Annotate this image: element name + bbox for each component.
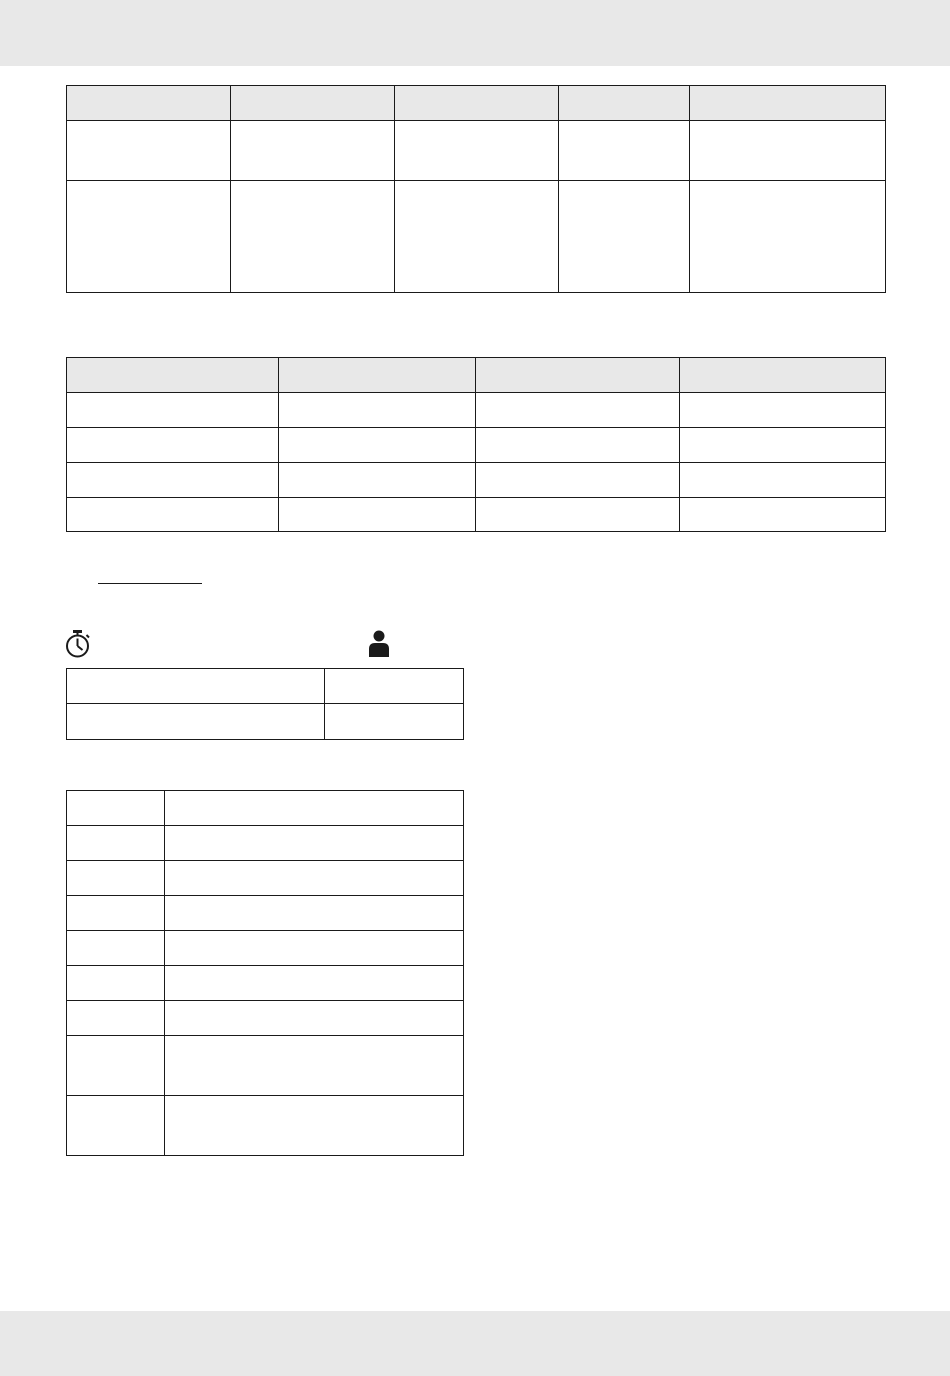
table-cell <box>559 121 690 181</box>
table-cell <box>165 966 464 1001</box>
table-cell <box>67 1096 165 1156</box>
table-row <box>67 931 464 966</box>
table-cell <box>395 121 559 181</box>
table-1-header-cell <box>67 86 231 121</box>
table-cell <box>165 826 464 861</box>
table-cell <box>325 704 464 740</box>
table-cell <box>680 463 886 498</box>
table-1-header-cell <box>690 86 886 121</box>
table-cell <box>165 861 464 896</box>
table-4 <box>66 790 464 1156</box>
table-cell <box>67 1001 165 1036</box>
table-row <box>67 896 464 931</box>
table-cell <box>165 791 464 826</box>
table-row <box>67 1001 464 1036</box>
table-cell <box>67 1036 165 1096</box>
table-row <box>67 669 464 704</box>
table-cell <box>165 1036 464 1096</box>
table-cell <box>165 896 464 931</box>
table-row <box>67 966 464 1001</box>
table-2-header-cell <box>279 358 476 393</box>
table-row <box>67 463 886 498</box>
table-row <box>67 121 886 181</box>
table-cell <box>67 966 165 1001</box>
table-row <box>67 826 464 861</box>
table-cell <box>476 428 680 463</box>
table-2-header-cell <box>476 358 680 393</box>
person-icon <box>366 630 392 658</box>
table-row <box>67 1036 464 1096</box>
table-row <box>67 861 464 896</box>
table-cell <box>67 669 325 704</box>
table-cell <box>231 181 395 293</box>
section-heading-underline <box>98 583 202 584</box>
table-1-header-cell <box>559 86 690 121</box>
table-cell <box>165 931 464 966</box>
table-cell <box>680 498 886 532</box>
table-cell <box>680 393 886 428</box>
table-cell <box>279 463 476 498</box>
table-1-header-cell <box>395 86 559 121</box>
table-cell <box>325 669 464 704</box>
table-cell <box>67 121 231 181</box>
table-cell <box>67 181 231 293</box>
table-cell <box>476 498 680 532</box>
table-cell <box>67 428 279 463</box>
table-1-header-cell <box>231 86 395 121</box>
table-cell <box>279 393 476 428</box>
header-band <box>0 0 950 66</box>
stopwatch-icon <box>64 629 92 659</box>
table-1 <box>66 85 886 293</box>
table-cell <box>690 121 886 181</box>
table-cell <box>680 428 886 463</box>
table-row <box>67 791 464 826</box>
table-row <box>67 1096 464 1156</box>
table-2-header-row <box>67 358 886 393</box>
table-cell <box>67 931 165 966</box>
table-cell <box>67 393 279 428</box>
table-cell <box>67 463 279 498</box>
footer-band <box>0 1311 950 1376</box>
table-row <box>67 393 886 428</box>
table-row <box>67 704 464 740</box>
table-3 <box>66 668 464 740</box>
table-cell <box>165 1001 464 1036</box>
table-row <box>67 498 886 532</box>
table-cell <box>395 181 559 293</box>
table-cell <box>67 826 165 861</box>
table-cell <box>279 428 476 463</box>
table-cell <box>476 393 680 428</box>
table-cell <box>279 498 476 532</box>
table-cell <box>476 463 680 498</box>
table-cell <box>67 498 279 532</box>
table-cell <box>559 181 690 293</box>
table-cell <box>67 704 325 740</box>
table-row <box>67 428 886 463</box>
table-cell <box>67 861 165 896</box>
table-row <box>67 181 886 293</box>
table-2-header-cell <box>67 358 279 393</box>
table-2 <box>66 357 886 532</box>
table-cell <box>165 1096 464 1156</box>
table-cell <box>67 896 165 931</box>
table-cell <box>67 791 165 826</box>
table-2-header-cell <box>680 358 886 393</box>
table-1-header-row <box>67 86 886 121</box>
table-cell <box>690 181 886 293</box>
table-cell <box>231 121 395 181</box>
